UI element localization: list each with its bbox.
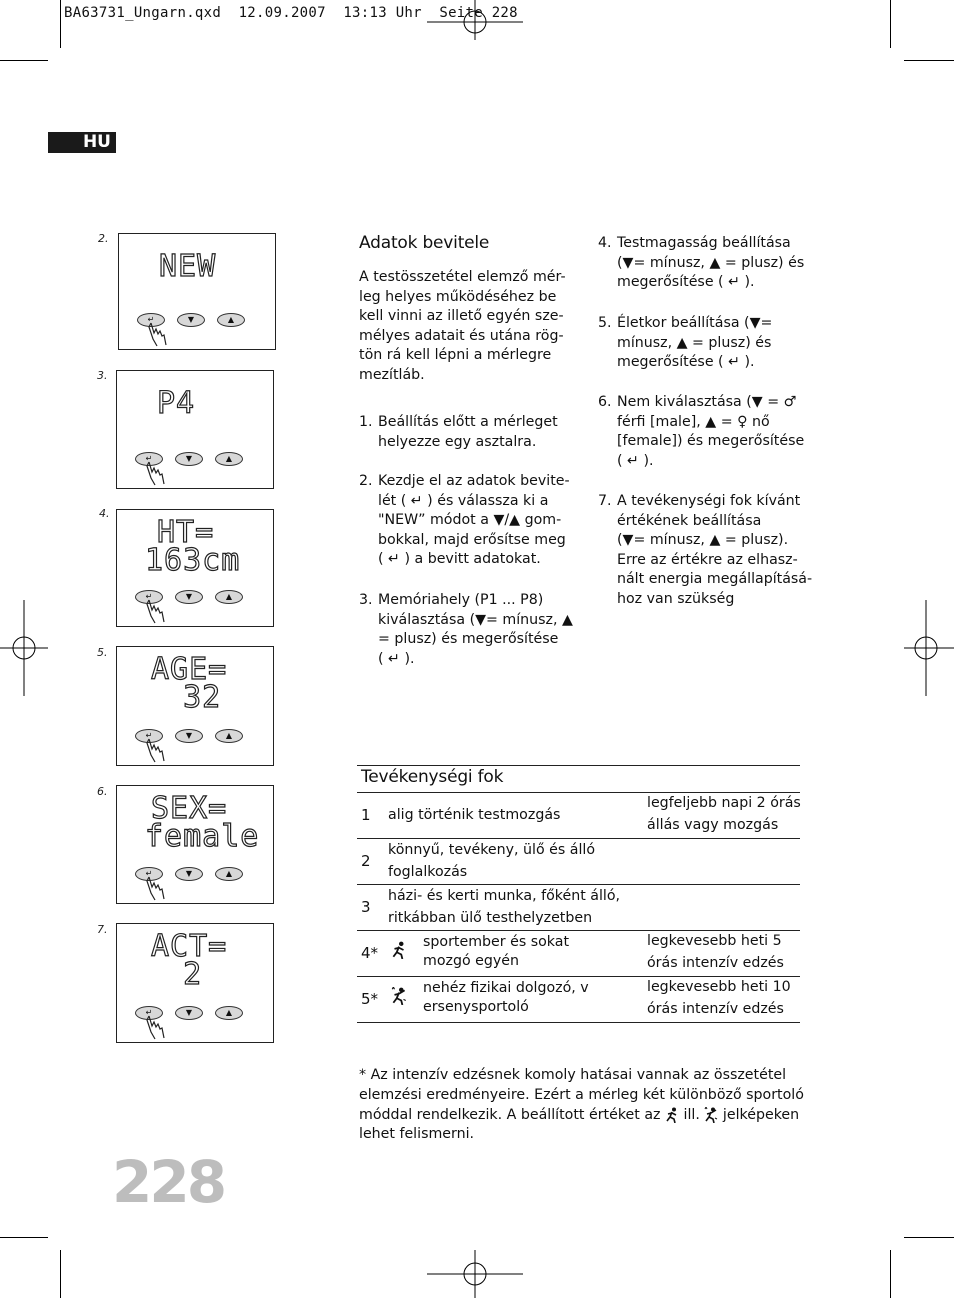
registration-mark (0, 600, 48, 696)
set-button[interactable]: ↵ (135, 1006, 163, 1020)
lcd-line-1: AGE= (151, 652, 228, 687)
activity-description: könnyű, tevékeny, ülő és álló foglalkozás (388, 842, 596, 880)
hand-pointer-icon (145, 737, 167, 763)
lcd-line-1: NEW (159, 249, 217, 284)
file-info-header: BA63731_Ungarn.qxd 12.09.2007 13:13 Uhr Seite 228 (64, 5, 518, 21)
crop-mark (890, 1250, 891, 1298)
footnote-line: * Az intenzív edzésnek komoly hatásai vannak az összetétel (359, 1067, 787, 1083)
crop-mark (60, 0, 61, 48)
set-button[interactable]: ↵ (135, 590, 163, 604)
list-item-number: 5. (598, 315, 612, 331)
intro-line: mélyes adatait és utána rög- (359, 327, 564, 344)
list-item-text: Nem kiválasztása (▼ = ♂ férfi [male], ▲ = ♀ nő [female]) és megerősítése ( ↵ ). (617, 394, 805, 469)
activity-description: házi- és kerti munka, főként álló, ritkábban ülő testhelyzetben (388, 888, 621, 926)
lcd-line-2: 32 (145, 680, 222, 715)
hand-pointer-icon (145, 875, 167, 901)
up-button[interactable]: ▲ (215, 590, 243, 604)
lcd-line-2: female (145, 819, 260, 854)
set-button[interactable]: ↵ (137, 313, 165, 327)
section-title: Adatok bevitele (359, 233, 490, 253)
list-item-number: 2. (359, 473, 373, 489)
step-number: 6. (97, 785, 108, 798)
step-number: 2. (98, 232, 109, 245)
lcd-line-1: ACT= (151, 929, 228, 964)
lcd-line-2: 163cm (145, 543, 241, 578)
list-item-text: A tevékenységi fok kívánt értékének beállítása (▼= mínusz, ▲ = plusz). Erre az értékre az elhasz- nált energia megállapításá- hoz van szükség (617, 493, 813, 607)
down-button[interactable]: ▼ (177, 313, 205, 327)
intro-line: A testösszetétel elemző mér- (359, 269, 566, 285)
registration-mark (427, 1250, 523, 1298)
runner-icon (391, 941, 407, 959)
footnote-line: móddal rendelkezik. A beállított értéket az ill. jelképeken (359, 1106, 800, 1123)
activity-note: legkevesebb heti 5 órás intenzív edzés (647, 933, 784, 971)
hand-pointer-icon (145, 460, 167, 486)
footnote-line: lehet felismerni. (359, 1126, 475, 1143)
list-item-number: 6. (598, 394, 612, 410)
page-number: 228 (112, 1148, 225, 1216)
table-row (357, 792, 800, 838)
crop-mark (904, 60, 954, 61)
step-number: 3. (97, 369, 108, 382)
registration-mark (904, 600, 954, 696)
intro-line: tön rá kell lépni a mérlegre (359, 347, 552, 364)
activity-note: legfeljebb napi 2 órás állás vagy mozgás (647, 795, 801, 833)
list-item-text: Memóriahely (P1 ... P8) kiválasztása (▼= mínusz, ▲ = plusz) és megerősítése ( ↵ ). (378, 592, 573, 667)
table-row-rule (357, 1022, 800, 1023)
crop-mark (0, 60, 48, 61)
table-row (357, 976, 800, 1022)
intro-line: leg helyes működéséhez be (359, 288, 557, 305)
intro-line: kell vinni az illető egyén sze- (359, 308, 564, 325)
table-row (357, 930, 800, 976)
activity-description: alig történik testmozgás (388, 807, 561, 823)
intro-paragraph (359, 268, 574, 386)
lcd-display (116, 370, 274, 489)
lcd-line-1: HT= (157, 515, 215, 550)
down-button[interactable]: ▼ (175, 590, 203, 604)
down-button[interactable]: ▼ (175, 729, 203, 743)
set-button[interactable]: ↵ (135, 867, 163, 881)
section-adatok (359, 233, 574, 386)
list-item-text: Kezdje el az adatok bevite- lét ( ↵ ) és válassza ki a "NEW” módot a ▼/▲ gom- bokkal, majd erősítse meg ( ↵ ) a bevitt adatokat. (378, 473, 570, 568)
lcd-display (116, 923, 274, 1043)
up-button[interactable]: ▲ (215, 729, 243, 743)
crop-mark (890, 0, 891, 48)
hand-pointer-icon (145, 598, 167, 624)
table-row (357, 838, 800, 884)
list-item-number: 1. (359, 414, 373, 430)
activity-level: 5* (361, 990, 379, 1008)
activity-level: 3 (361, 898, 371, 916)
list-item-number: 3. (359, 592, 373, 608)
down-button[interactable]: ▼ (175, 1006, 203, 1020)
language-tab: HU (48, 132, 116, 153)
down-button[interactable]: ▼ (175, 867, 203, 881)
list-item-text: Életkor beállítása (▼= mínusz, ▲ = plusz) és megerősítése ( ↵ ). (617, 315, 773, 371)
up-button[interactable]: ▲ (215, 1006, 243, 1020)
up-button[interactable]: ▲ (215, 452, 243, 466)
list-item-text: Testmagasság beállítása (▼= mínusz, ▲ = plusz) és megerősítése ( ↵ ). (617, 235, 805, 291)
down-button[interactable]: ▼ (175, 452, 203, 466)
activity-note: legkevesebb heti 10 órás intenzív edzés (647, 979, 791, 1017)
up-button[interactable]: ▲ (215, 867, 243, 881)
set-button[interactable]: ↵ (135, 729, 163, 743)
list-item-number: 7. (598, 493, 612, 509)
lcd-line-1: SEX= (151, 791, 228, 826)
athlete-icon (704, 1107, 718, 1123)
intro-line: mezítláb. (359, 366, 425, 383)
lcd-display (116, 785, 274, 904)
hand-pointer-icon (145, 1014, 167, 1040)
lcd-line-1: P4 (157, 386, 196, 421)
up-button[interactable]: ▲ (217, 313, 245, 327)
activity-level: 1 (361, 806, 371, 824)
lcd-display (116, 509, 274, 627)
table-row (357, 884, 800, 930)
lcd-display (118, 233, 276, 350)
crop-mark (60, 1250, 61, 1298)
list-item-text: Beállítás előtt a mérleget helyezze egy asztalra. (378, 414, 558, 450)
athlete-icon (391, 987, 407, 1005)
list-item-number: 4. (598, 235, 612, 251)
activity-description: nehéz fizikai dolgozó, v ersenysportoló (423, 980, 589, 1015)
hand-pointer-icon (147, 321, 169, 347)
activity-level: 4* (361, 944, 379, 962)
activity-level: 2 (361, 852, 371, 870)
runner-icon (665, 1107, 679, 1123)
footnote (359, 1066, 819, 1145)
crop-mark (0, 1237, 48, 1238)
activity-description: sportember és sokat mozgó egyén (423, 934, 570, 969)
step-number: 4. (99, 507, 110, 520)
set-button[interactable]: ↵ (135, 452, 163, 466)
footnote-line: elemzési eredményeire. Ezért a mérleg két különböző sportoló (359, 1086, 804, 1103)
table-title: Tevékenységi fok (361, 767, 504, 787)
table-top-rule (357, 765, 800, 766)
step-number: 7. (97, 923, 108, 936)
step-number: 5. (97, 646, 108, 659)
lcd-display (116, 646, 274, 766)
crop-mark (904, 1237, 954, 1238)
lcd-line-2: 2 (145, 957, 203, 992)
